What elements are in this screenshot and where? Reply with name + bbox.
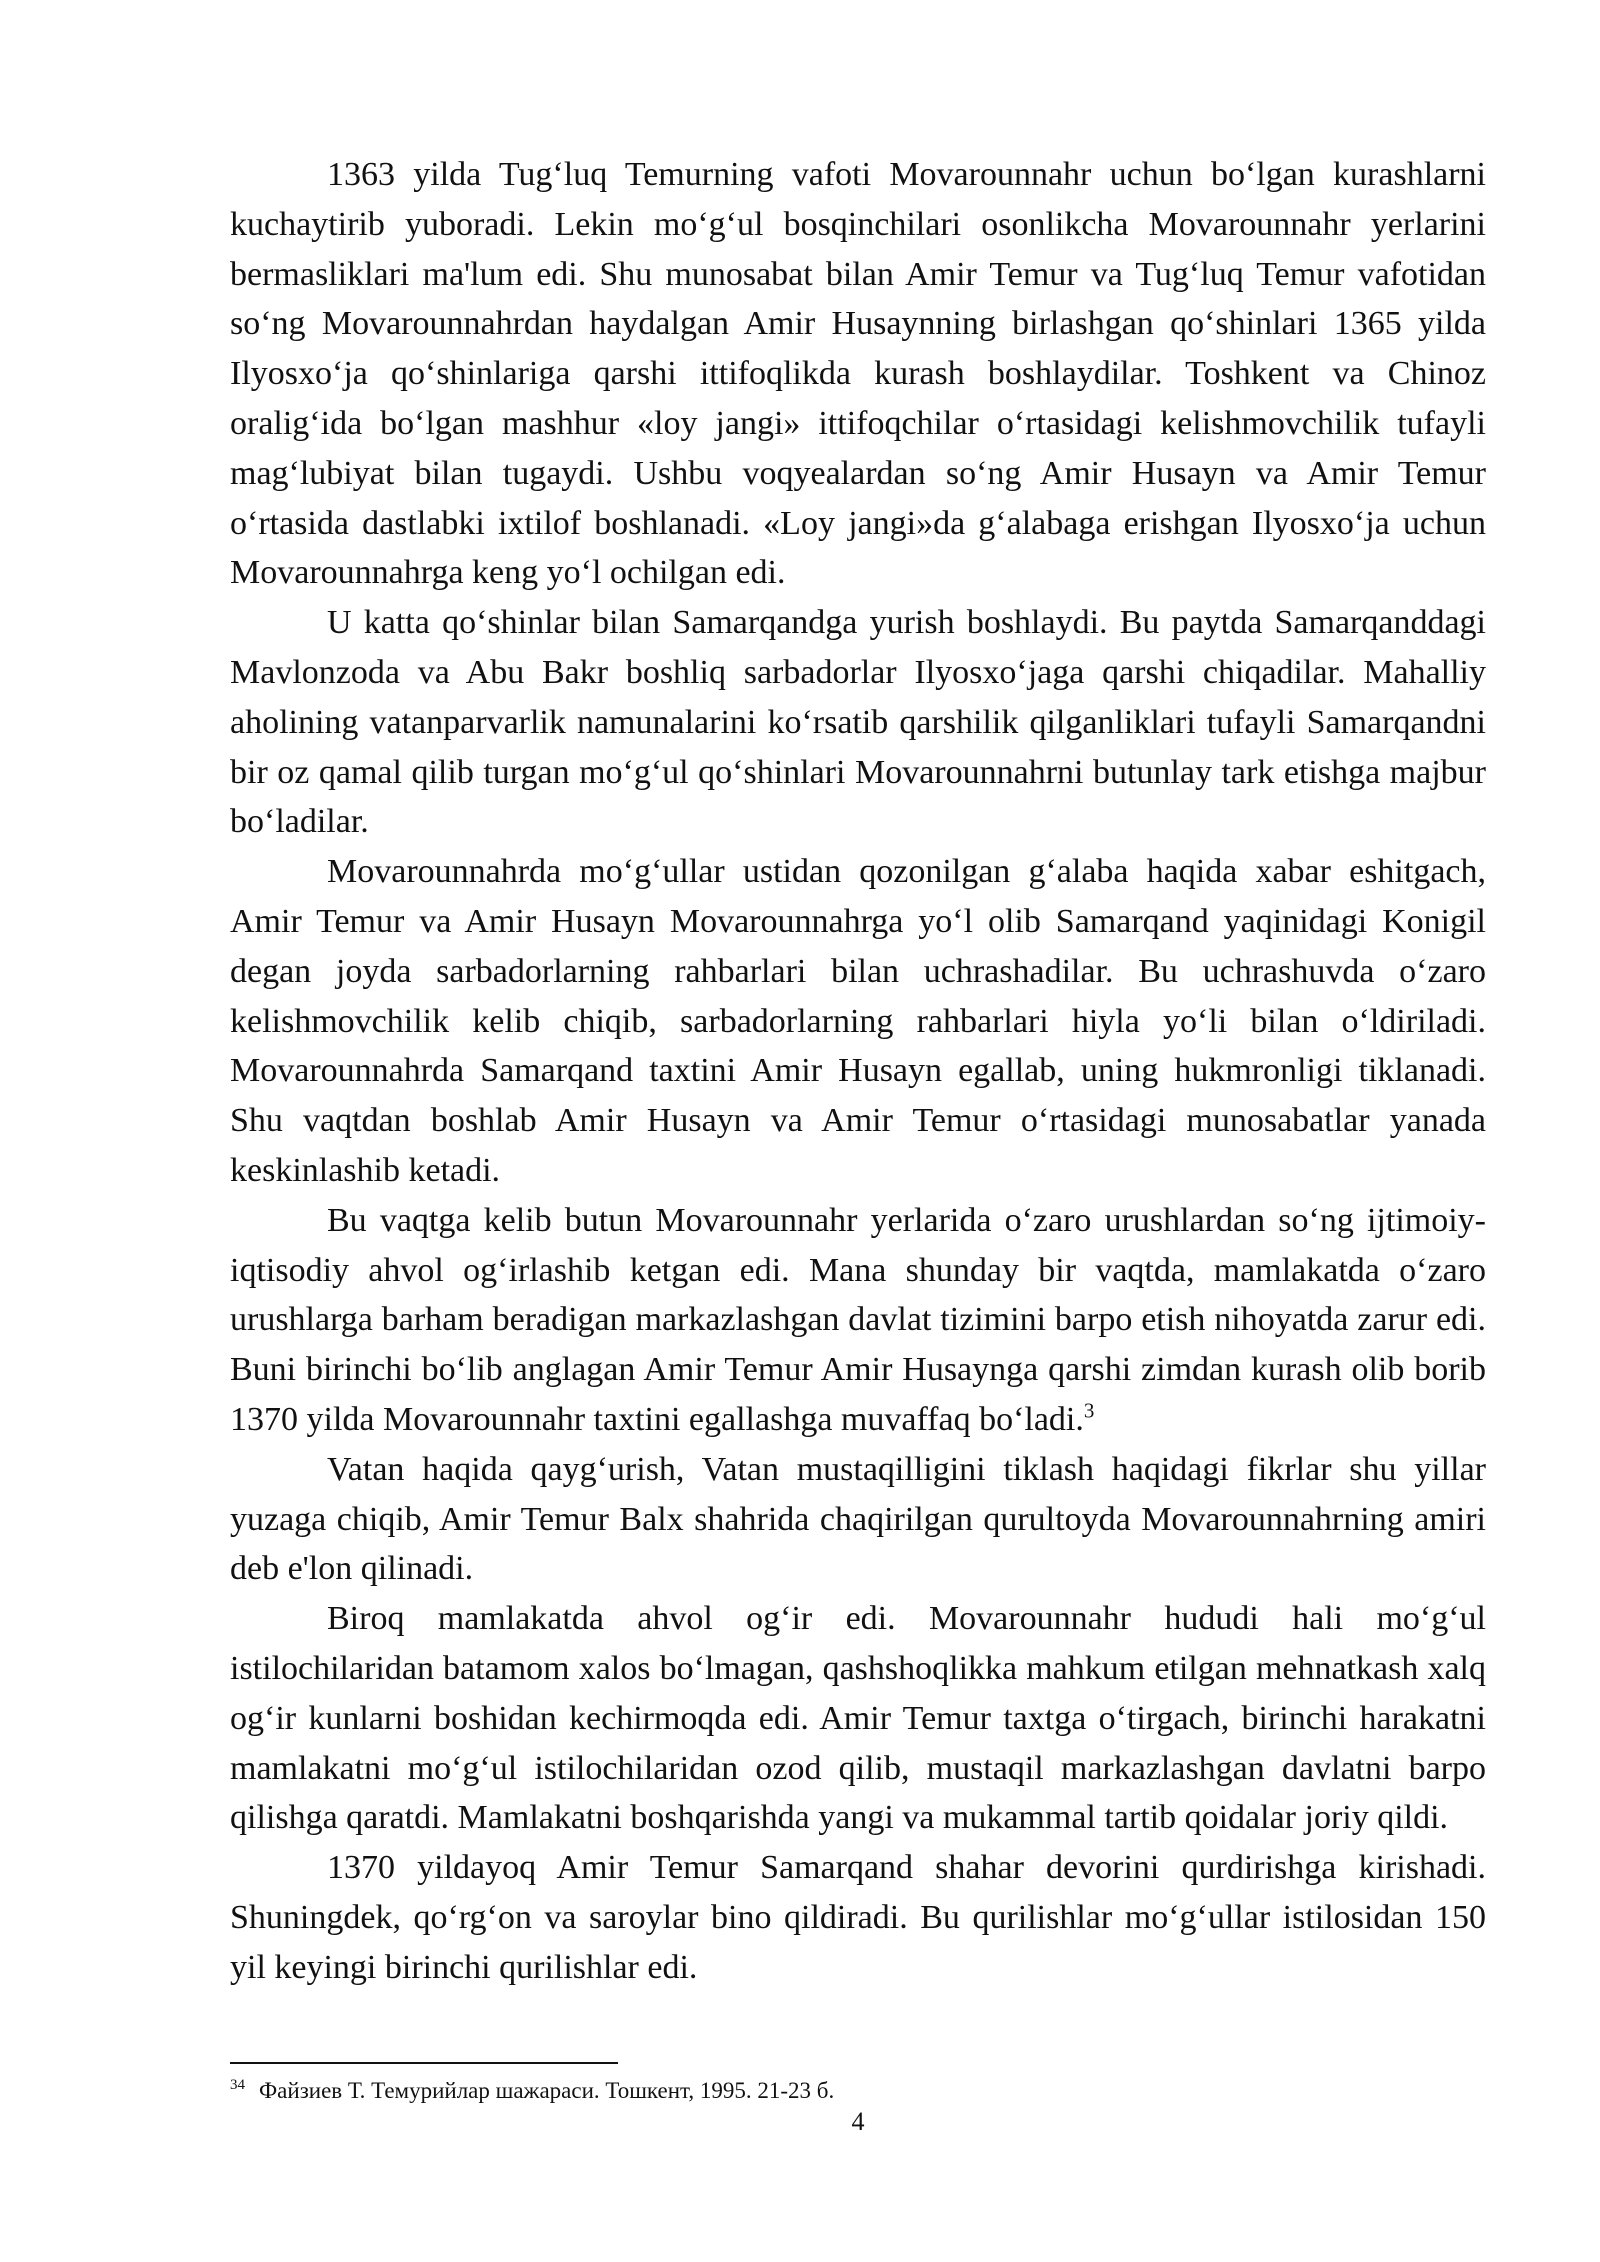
paragraph-5: Vatan haqida qayg‘urish, Vatan mustaqilligini tiklash haqidagi fikrlar shu yillar yuzaga chiqib, Amir Temur Balx shahrida chaqirilgan qurultoyda Movarounnahrning amiri deb e'lon qilinadi.	[230, 1450, 1486, 1588]
paragraph-1: 1363 yilda Tug‘luq Temurning vafoti Movarounnahr uchun bo‘lgan kurashlarni kuchaytirib yuboradi. Lekin mo‘g‘ul bosqinchilari osonlikcha Movarounnahr yerlarini bermasliklari ma'lum edi. Shu munosabat bilan Amir Temur va Tug‘luq Temur vafotidan so‘ng Movarounnahrdan haydalgan Amir Husaynning birlashgan qo‘shinlari 1365 yilda Ilyosxo‘ja qo‘shinlariga qarshi ittifoqlikda kurash boshlaydilar. Toshkent va Chinoz oralig‘ida bo‘lgan mashhur «loy jangi» ittifoqchilar o‘rtasidagi kelishmovchilik tufayli mag‘lubiyat bilan tugaydi. Ushbu voqyealardan so‘ng Amir Husayn va Amir Temur o‘rtasida dastlabki ixtilof boshlanadi. «Loy jangi»da g‘alabaga erishgan Ilyosxo‘ja uchun Movarounnahrga keng yo‘l ochilgan edi.	[230, 156, 1486, 592]
paragraph-2: U katta qo‘shinlar bilan Samarqandga yurish boshlaydi. Bu paytda Samarqanddagi Mavlonzoda va Abu Bakr boshliq sarbadorlar Ilyosxo‘jaga qarshi chiqadilar. Mahalliy aholining vatanparvarlik namunalarini ko‘rsatib qarshilik qilganliklari tufayli Samarqandni bir oz qamal qilib turgan mo‘g‘ul qo‘shinlari Movarounnahrni butunlay tark etishga majbur bo‘ladilar.	[230, 604, 1486, 841]
paragraph-4: Bu vaqtga kelib butun Movarounnahr yerlarida o‘zaro urushlardan so‘ng ijtimoiy-iqtisodiy ahvol og‘irlashib ketgan edi. Mana shunday bir vaqtda, mamlakatda o‘zaro urushlarga barham beradigan markazlashgan davlat tizimini barpo etish nihoyatda zarur edi. Buni birinchi bo‘lib anglagan Amir Temur Amir Husaynga qarshi zimdan kurash olib borib 1370 yilda Movarounnahr taxtini egallashga muvaffaq bo‘ladi.$^3$	[230, 1201, 1486, 1438]
footnote-divider	[230, 2062, 618, 2064]
paragraph-3: Movarounnahrda mo‘g‘ullar ustidan qozonilgan g‘alaba haqida xabar eshitgach, Amir Temur va Amir Husayn Movarounnahrga yo‘l olib Samarqand yaqinidagi Konigil degan joyda sarbadorlarning rahbarlari bilan uchrashadilar. Bu uchrashuvda o‘zaro kelishmovchilik kelib chiqib, sarbadorlarning rahbarlari hiyla yo‘li bilan o‘ldiriladi. Movarounnahrda Samarqand taxtini Amir Husayn egallab, uning hukmronligi tiklanadi. Shu vaqtdan boshlab Amir Husayn va Amir Temur o‘rtasidagi munosabatlar yanada keskinlashib ketadi.	[230, 853, 1486, 1189]
paragraph-7: 1370 yildayoq Amir Temur Samarqand shahar devorini qurdirishga kirishadi. Shuningdek, qo‘rg‘on va saroylar bino qildiradi. Bu qurilishlar mo‘g‘ullar istilosidan 150 yil keyingi birinchi qurilishlar edi.	[230, 1849, 1486, 1986]
paragraph-6: Biroq mamlakatda ahvol og‘ir edi. Movarounnahr hududi hali mo‘g‘ul istilochilaridan batamom xalos bo‘lmagan, qashshoqlikka mahkum etilgan mehnatkash xalq og‘ir kunlarni boshidan kechirmoqda edi. Amir Temur taxtga o‘tirgach, birinchi harakatni mamlakatni mo‘g‘ul istilochilaridan ozod qilib, mustaqil markazlashgan davlatni barpo qilishga qaratdi. Mamlakatni boshqarishda yangi va mukammal tartib qoidalar joriy qildi.	[230, 1600, 1486, 1837]
body-text	[230, 150, 1486, 1992]
footnote-marker: 34	[230, 2077, 245, 2094]
footnote-reference: 3	[1083, 1398, 1095, 1423]
footnote-text: Файзиев Т. Темурийлар шажараси. Тошкент, 1995. 21-23 б.	[259, 2078, 835, 2103]
page-number: 4	[851, 2107, 865, 2136]
footnote	[230, 2077, 1486, 2105]
